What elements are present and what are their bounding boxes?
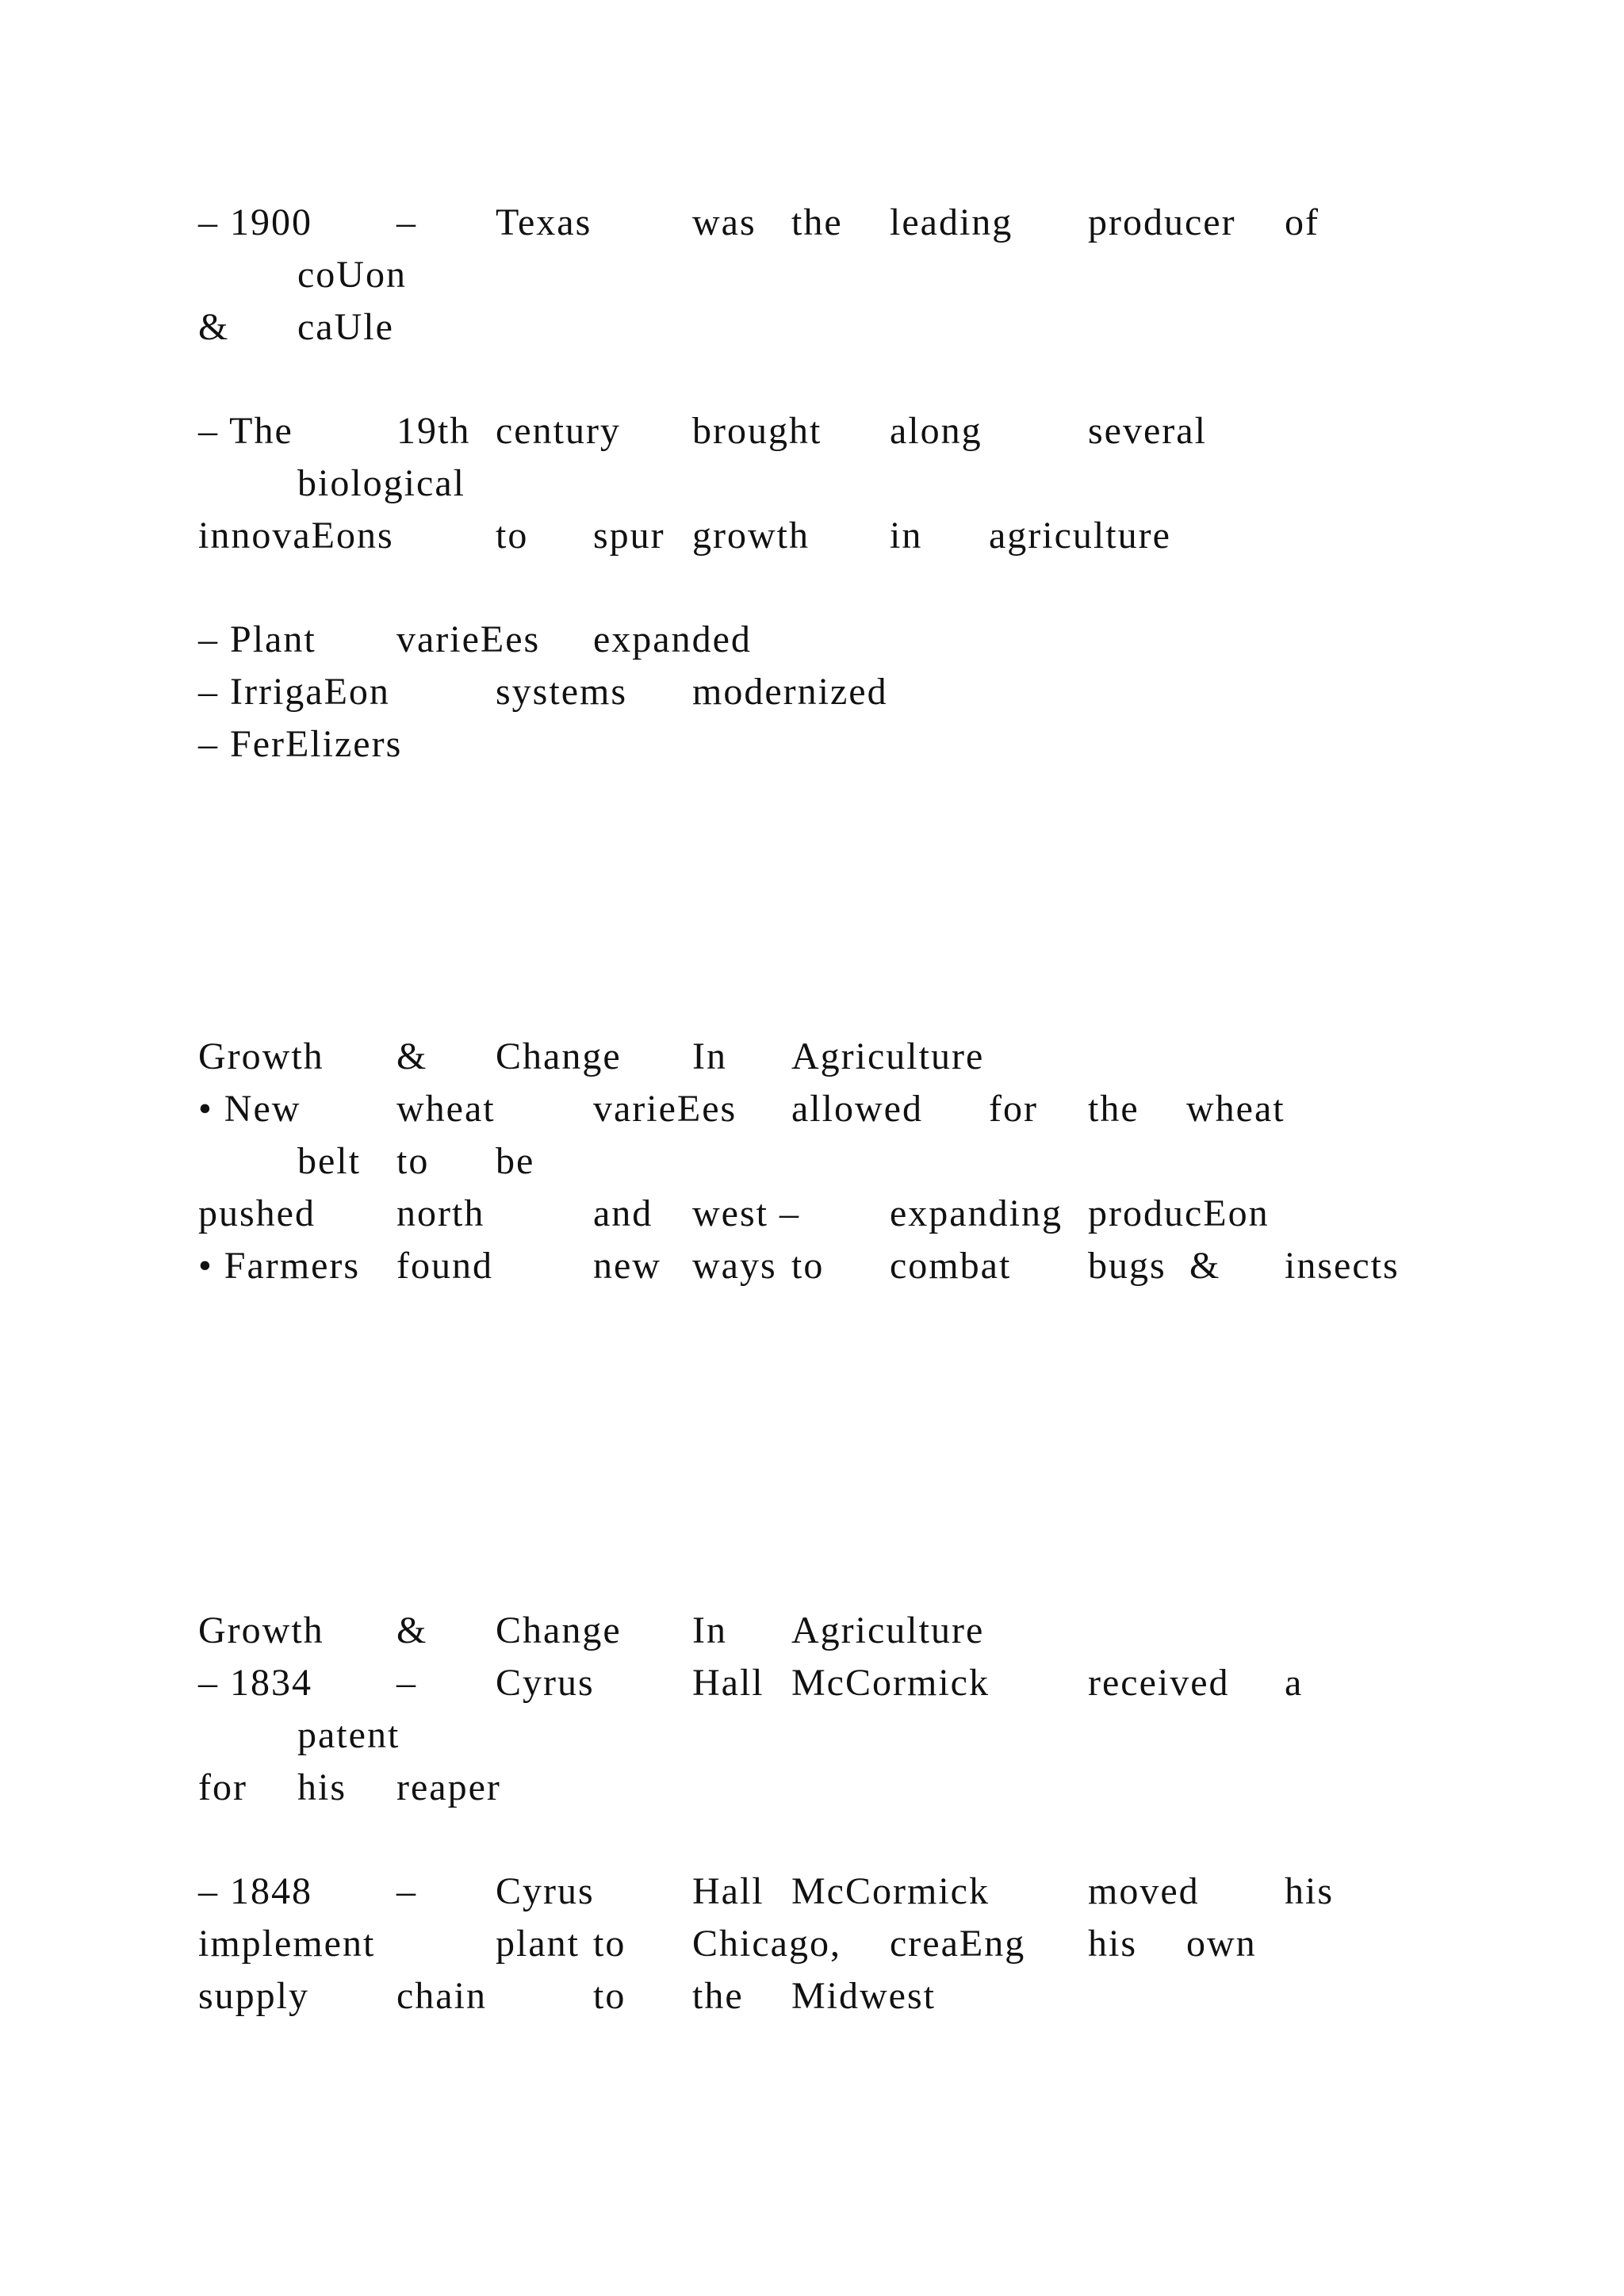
word: insects [1285,1245,1400,1287]
word: his [297,1766,347,1808]
word: century [496,410,621,452]
word: – [396,1870,417,1912]
text-line [0,1244,1624,1296]
word: the [692,1975,744,2017]
word: & [396,1035,428,1077]
word: biological [297,462,465,504]
text-line [0,1922,1624,1974]
word: McCormick [791,1662,990,1704]
word: varieEes [396,618,541,660]
section-heading [0,1035,1624,1087]
word: & [396,1609,428,1651]
word: • Farmers [198,1245,361,1287]
word: bugs [1088,1245,1166,1287]
word: Change [496,1035,622,1077]
word: • New [198,1088,301,1130]
word: new [593,1245,661,1287]
word: creaEng [890,1923,1026,1965]
word: be [496,1140,535,1182]
word: caUle [297,306,394,348]
word: received [1088,1662,1230,1704]
word: north [396,1192,485,1234]
word: varieEes [593,1088,737,1130]
word: – 1848 [198,1870,312,1912]
word: growth [692,515,810,557]
word: ways [692,1245,777,1287]
text-line [0,1974,1624,2026]
word: patent [297,1714,400,1756]
word: 19th [396,410,471,452]
word: McCormick [791,1870,990,1912]
word: Growth [198,1609,324,1651]
word: west – [692,1192,800,1234]
word: wheat [1186,1088,1285,1130]
word: Midwest [791,1975,936,2017]
section-heading [0,1609,1624,1661]
word: Agriculture [791,1609,985,1651]
text-line [0,1766,1624,1818]
word: – FerElizers [198,723,403,765]
word: – 1834 [198,1662,312,1704]
word: to [593,1975,626,2017]
word: systems [496,671,628,713]
word: several [1088,410,1207,452]
word: to [396,1140,430,1182]
word: – 1900 [198,201,312,243]
word: Cyrus [496,1662,595,1704]
word: along [890,410,982,452]
text-line [0,1139,1624,1192]
text-line [0,1192,1624,1244]
word: agriculture [989,515,1171,557]
word: coUon [297,254,407,296]
word: chain [396,1975,487,2017]
word: Chicago, [692,1923,841,1965]
word: in [890,515,923,557]
word: – [396,1662,417,1704]
word: Hall [692,1662,764,1704]
word: & [198,306,230,348]
word: was [692,201,756,243]
word: – Plant [198,618,316,660]
text-line [0,253,1624,305]
word: Hall [692,1870,764,1912]
word: reaper [396,1766,501,1808]
word: the [791,201,843,243]
word: expanded [593,618,752,660]
word: allowed [791,1088,923,1130]
word: In [692,1609,727,1651]
word: & [1189,1245,1221,1287]
word: for [198,1766,247,1808]
word: producEon [1088,1192,1270,1234]
text-line [0,201,1624,253]
word: combat [890,1245,1012,1287]
word: – IrrigaEon [198,671,390,713]
text-line [0,1869,1624,1922]
word: Cyrus [496,1870,595,1912]
word: pushed [198,1192,316,1234]
word: a [1285,1662,1304,1704]
text-line [0,305,1624,358]
word: implement [198,1923,376,1965]
text-line [0,670,1624,722]
word: his [1285,1870,1335,1912]
text-line [0,1087,1624,1139]
word: to [593,1923,626,1965]
word: to [791,1245,825,1287]
word: moved [1088,1870,1200,1912]
text-line [0,722,1624,775]
word: innovaEons [198,515,394,557]
word: – [396,201,417,243]
word: modernized [692,671,888,713]
text-line [0,461,1624,514]
text-line [0,618,1624,670]
word: In [692,1035,727,1077]
word: belt [297,1140,361,1182]
word: supply [198,1975,310,2017]
word: Agriculture [791,1035,985,1077]
word: and [593,1192,653,1234]
word: producer [1088,201,1236,243]
word: the [1088,1088,1139,1130]
word: Change [496,1609,622,1651]
text-line [0,514,1624,566]
word: found [396,1245,493,1287]
word: leading [890,201,1013,243]
word: plant [496,1923,580,1965]
word: – The [198,410,293,452]
word: to [496,515,529,557]
word: own [1186,1923,1257,1965]
text-line [0,1713,1624,1766]
word: brought [692,410,822,452]
word: for [989,1088,1038,1130]
word: expanding [890,1192,1063,1234]
word: wheat [396,1088,496,1130]
text-line [0,1661,1624,1713]
word: spur [593,515,665,557]
word: of [1285,201,1320,243]
word: Texas [496,201,592,243]
word: his [1088,1923,1138,1965]
word: Growth [198,1035,324,1077]
text-line [0,409,1624,461]
